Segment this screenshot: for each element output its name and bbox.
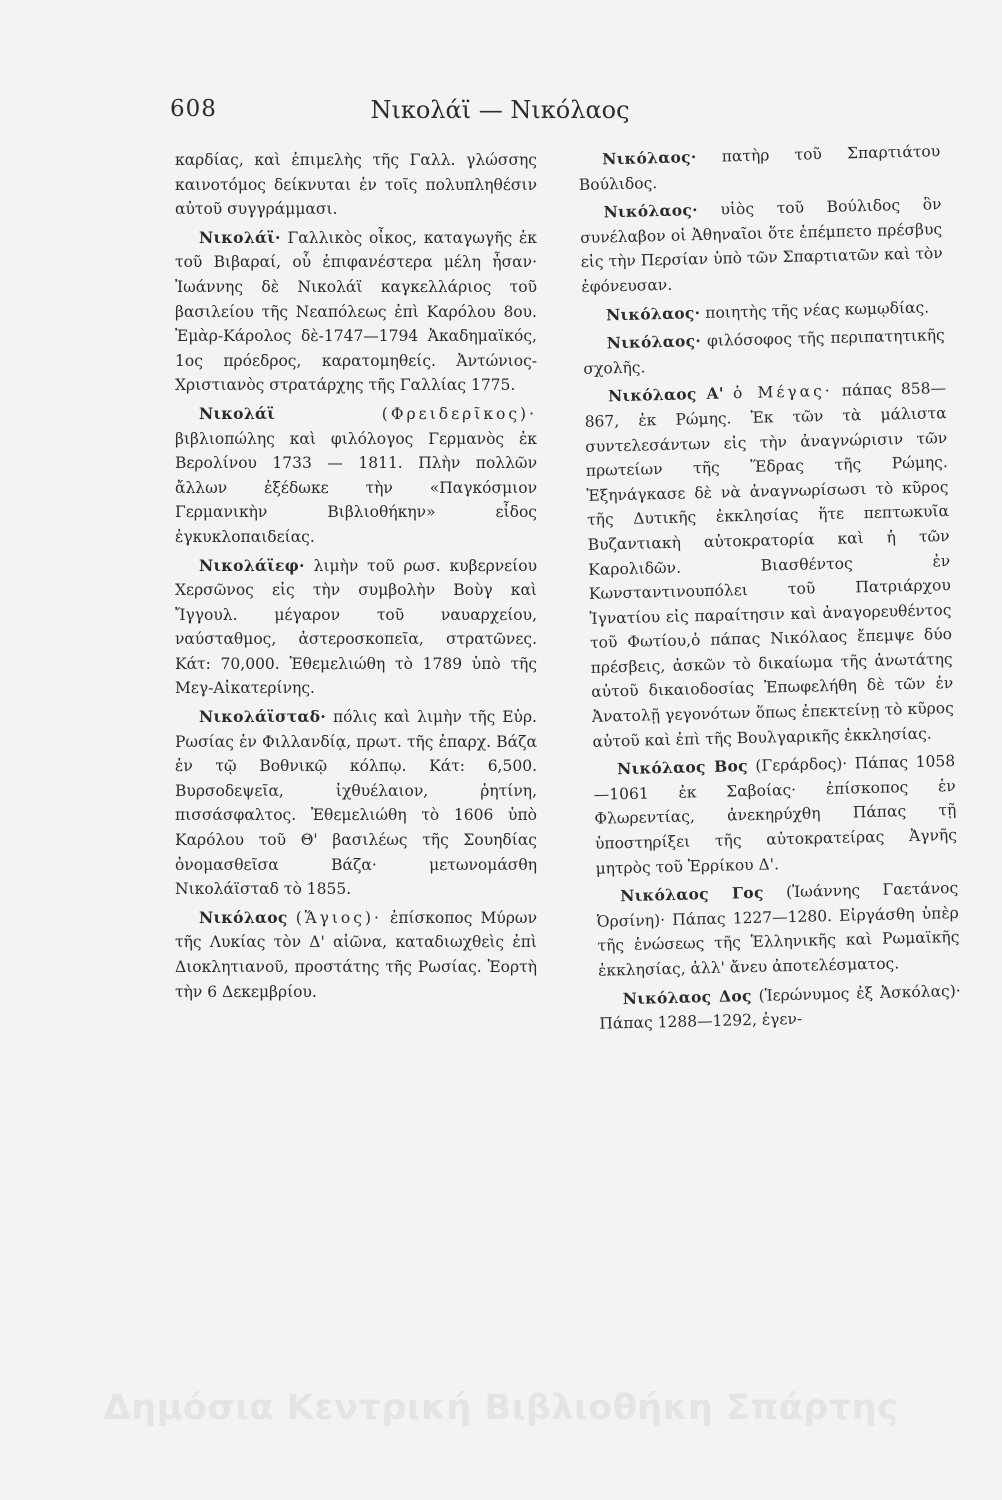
right-column xyxy=(578,139,962,1040)
page-number: 608 xyxy=(170,96,217,122)
entry-headword: Νικόλαος Δος xyxy=(622,985,752,1008)
entry-headword: Νικόλαος· xyxy=(602,147,697,169)
entry-text: ἐπίσκοπος Μύρων τῆς Λυκίας τὸν Δ' αἰῶνα, καταδιωχθεὶς ἐπὶ Διοκλητιανοῦ, προστάτης τῆς Ρωσίας. Ἑορτὴ τὴν 6 Δεκεμβρίου. xyxy=(175,908,537,1001)
entry-continuation xyxy=(175,148,537,222)
entry-text: καρδίας, καὶ ἐπιμελὴς τῆς Γαλλ. γλώσσης καινοτόμος δείκνυται ἐν τοῖς πολυπληθέσιν αὐτοῦ συγγράμμασι. xyxy=(175,151,537,219)
running-title: Νικολάϊ — Νικόλαος xyxy=(370,96,630,124)
entry-headword: Νικολάϊ xyxy=(199,403,276,423)
entry-nikolai-friedrich xyxy=(175,402,537,550)
entry-nikolaos-son xyxy=(579,192,943,299)
entry-nikolaos-father xyxy=(578,139,941,197)
entry-nicholas-i xyxy=(584,376,955,754)
entry-subtitle: (Ἅγιος)· xyxy=(295,908,382,927)
entry-text: φιλόσοφος τῆς περιπατητικῆς σχολῆς. xyxy=(583,326,945,378)
entry-text: πατὴρ τοῦ Σπαρτιάτου Βούλιδος. xyxy=(578,142,941,194)
entry-text: (Ἱερώνυμος ἐξ Ἀσκόλας)· Πάπας 1288—1292, ἐγεν- xyxy=(599,981,961,1033)
entry-headword: Νικόλαος· xyxy=(605,302,701,324)
entry-headword: Νικόλαος· xyxy=(606,331,702,353)
library-watermark: Δημόσια Κεντρική Βιβλιοθήκη Σπάρτης xyxy=(103,1388,899,1428)
entry-subtitle: (Φρειδερῖκος)· xyxy=(381,404,537,423)
entry-text: λιμὴν τοῦ ρωσ. κυβερνείου Χερσῶνος εἰς τὴν συμβολὴν Βοὺγ καὶ Ἴγγουλ. μέγαρον τοῦ ναυαρχείου, ναύσταθμος, ἀστεροσκοπεῖα, στρατῶνες. Κάτ: 70,000. Ἐθεμελιώθη τὸ 1789 ὑπὸ τῆς Μεγ-Αἰκατερίνης. xyxy=(175,556,537,698)
entry-saint-nicholas xyxy=(175,906,537,1004)
entry-nikolaos-poet xyxy=(582,295,944,328)
entry-headword: Νικολάϊ· xyxy=(199,227,281,247)
entry-text: υἱὸς τοῦ Βούλιδος ὃν συνέλαβον οἱ Ἀθηναῖοι ὅτε ἐπέμπετο πρέσβυς εἰς τὴν Περσίαν ὑπὸ τῶν Σπαρτιατῶν καὶ τὸν ἐφόνευσαν. xyxy=(579,195,943,296)
entry-headword: Νικόλαος xyxy=(199,907,288,927)
entry-headword: Νικολάϊεφ· xyxy=(199,555,305,575)
entry-subtitle: ὁ Μέγας· xyxy=(732,382,833,403)
entry-headword: Νικόλαος· xyxy=(603,200,699,222)
entry-headword: Νικολάϊσταδ· xyxy=(199,707,327,727)
entry-nicholas-iii xyxy=(596,876,960,983)
entry-headword: Νικόλαος Βος xyxy=(616,756,749,779)
entry-text: πάπας 858—867, ἐκ Ρώμης. Ἐκ τῶν τὰ μάλιστα συντελεσάντων εἰς τὴν ἀναγνώρισιν τῶν πρωτείων τῆς Ἕδρας τῆς Ρώμης. Ἐξηνάγκασε δὲ νὰ ἀναγνωρίσωσι τὸ κῦρος τῆς Δυτικῆς ἐκκλησίας ἥτε πεπτωκυῖα Βυζαντιακὴ αὐτοκρατορία καὶ ἡ τῶν Καρολιδῶν. Βιασθέντος ἐν Κωνσταντινουπόλει τοῦ Πατριάρχου Ἰγνατίου εἰς παραίτησιν καὶ ἀναγορευθέντος τοῦ Φωτίου,ὁ πάπας Νικόλαος ἔπεμψε δύο πρέσβεις, ἀσκῶν τὸ δικαίωμα τῆς ἀνωτάτης αὐτοῦ δικαιοδοσίας Ἐπωφελήθη δὲ τῶν ἐν Ἀνατολῇ γεγονότων ὅπως ἐπεκτείνῃ τὸ κῦρος αὐτοῦ καὶ ἐπὶ τῆς Βουλγαρικῆς ἐκκλησίας. xyxy=(584,379,955,751)
entry-nikolai-house xyxy=(175,226,537,398)
entry-text: (Γεράρδος)· Πάπας 1058—1061 ἐκ Σαβοίας· ἐπίσκοπος ἐν Φλωρεντίας, ἀνεκηρύχθη Πάπας τῇ ὑποστηρίξει τῆς αὐτοκρατείρας Ἀγνῆς μητρὸς τοῦ Ἑρρίκου Δ'. xyxy=(593,752,958,878)
entry-text: (Ἰωάννης Γαετάνος Ὀρσίνη)· Πάπας 1227—1280. Εἰργάσθη ὑπὲρ τῆς ἑνώσεως τῆς Ἑλληνικῆς καὶ Ρωμαϊκῆς ἐκκλησίας, ἀλλ' ἄνευ ἀποτελέσματος. xyxy=(596,879,960,980)
entry-text: πόλις καὶ λιμὴν τῆς Εὐρ. Ρωσίας ἐν Φιλλανδίᾳ, πρωτ. τῆς ἐπαρχ. Βάζα ἐν τῷ Βοθνικῷ κόλπῳ. Κάτ: 6,500. Βυρσοδεψεῖα, ἰχθυέλαιον, ῥητίνη, πισσάσφαλτος. Ἐθεμελιώθη τὸ 1606 ὑπὸ Καρόλου τοῦ Θ' βασιλέως τῆς Σουηδίας ὀνομασθεῖσα Βάζα· μετωνομάσθη Νικολάϊσταδ τὸ 1855. xyxy=(175,708,537,899)
left-column xyxy=(175,148,537,1008)
entry-nikolaistad xyxy=(175,705,537,902)
entry-nicholas-iv xyxy=(599,978,962,1036)
entry-text: Γαλλικὸς οἶκος, καταγωγῆς ἐκ τοῦ Βιβαραί, οὗ ἐπιφανέστερα μέλη ἦσαν· Ἰωάννης δὲ Νικολάϊ καγκελλάριος τοῦ βασιλείου τῆς Νεαπόλεως ἐπὶ Καρόλου 8ου. Ἐμὰρ-Κάρολος δὲ-1747—1794 Ἀκαδημαϊκός, 1ος πρόεδρος, καρατομηθείς. Ἀντώνιος-Χριστιανὸς στρατάρχης τῆς Γαλλίας 1775. xyxy=(175,228,537,395)
entry-headword: Νικόλαος Γος xyxy=(620,882,764,906)
page-header xyxy=(0,96,1002,136)
entry-nikolaev xyxy=(175,554,537,702)
entry-text: ποιητὴς τῆς νέας κωμῳδίας. xyxy=(705,298,930,322)
entry-nicholas-ii xyxy=(593,749,958,881)
entry-headword: Νικόλαος Α' xyxy=(607,383,725,406)
entry-nikolaos-philosopher xyxy=(582,323,945,381)
entry-text: βιβλιοπώλης καὶ φιλόλογος Γερμανὸς ἐκ Βερολίνου 1733 — 1811. Πλὴν πολλῶν ἄλλων ἐξέδωκε τὴν «Παγκόσμιον Γερμανικὴν Βιβλιοθήκην» εἶδος ἐγκυκλοπαιδείας. xyxy=(175,429,537,546)
